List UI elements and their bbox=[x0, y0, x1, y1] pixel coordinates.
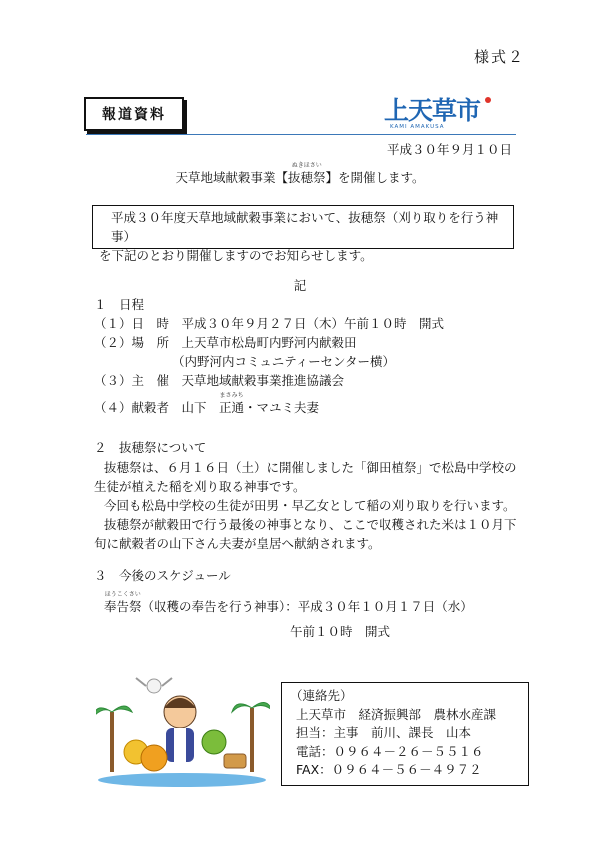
schedule-place: （２）場 所 上天草市松島町内野河内献穀田 bbox=[94, 335, 357, 350]
section2-line-3: 今回も松島中学校の生徒が田男・早乙女として稲の刈り取りを行います。 bbox=[104, 498, 516, 513]
event-ruby: ほうこくさい bbox=[104, 591, 141, 598]
intro-box bbox=[92, 205, 514, 263]
section2-line-1: 抜穂祭は、６月１６日（土）に開催しました「御田植祭」で松島中学校の bbox=[104, 460, 517, 475]
section2-line-2: 生徒が植えた稲を刈り取る神事です。 bbox=[94, 479, 306, 494]
event-name: 奉告祭 bbox=[104, 599, 142, 614]
seaweed-icon bbox=[202, 730, 226, 754]
offerer-name: 正通 bbox=[219, 400, 245, 415]
contact-fax: FAX：０９６４－５６－４９７２ bbox=[296, 762, 482, 777]
form-number: 様式２ bbox=[473, 48, 525, 66]
offerer-ruby: まさみち bbox=[219, 392, 244, 399]
headline-ruby: ぬきほさい bbox=[291, 162, 322, 169]
mascot-illustration bbox=[96, 672, 270, 788]
section2-line-5: 旬に献穀者の山下さん夫妻が皇居へ献納されます。 bbox=[94, 536, 381, 551]
headline bbox=[0, 162, 600, 186]
document-date: 平成３０年９月１０日 bbox=[386, 142, 512, 157]
sea-wave bbox=[98, 773, 266, 787]
event-details: （収穫の奉告を行う神事）：平成３０年１０月１７日（水） bbox=[141, 599, 473, 614]
logo-accent-dot bbox=[485, 97, 491, 103]
headline-emph bbox=[287, 162, 326, 186]
city-logo bbox=[382, 94, 514, 130]
basket-icon bbox=[224, 754, 246, 768]
headline-after: 】を開催します。 bbox=[325, 170, 425, 185]
logo-text: 上天草市 bbox=[384, 96, 481, 125]
headline-before: 天草地域献穀事業【 bbox=[175, 170, 288, 185]
contact-phone: 電話：０９６４－２６－５５１６ bbox=[296, 743, 484, 759]
contact-department: 上天草市 経済振興部 農林水産課 bbox=[296, 706, 497, 722]
schedule-datetime: （１）日 時 平成３０年９月２７日（木）午前１０時 開式 bbox=[94, 316, 445, 331]
offerer-name-wrap bbox=[219, 392, 245, 416]
section2-line-4: 抜穂祭が献穀田で行う最後の神事となり、ここで収穫された米は１０月下 bbox=[104, 517, 517, 532]
schedule-event bbox=[104, 591, 473, 615]
palm-tree-left bbox=[96, 706, 132, 772]
event-time: 午前１０時 開式 bbox=[290, 624, 391, 639]
contact-box bbox=[281, 682, 529, 786]
header-rule bbox=[86, 134, 516, 135]
logo-subtext: KAMI AMAKUSA bbox=[390, 124, 445, 130]
intro-line-2: を下記のとおり開催しますのでお知らせします。 bbox=[99, 248, 373, 263]
schedule-offerer bbox=[94, 392, 320, 416]
offerer-label: （４）献穀者 山下 bbox=[94, 400, 220, 415]
schedule-place-note: （内野河内コミュニティーセンター横） bbox=[172, 354, 396, 369]
section2-heading: ２ 抜穂祭について bbox=[94, 440, 207, 455]
contact-title: （連絡先） bbox=[290, 688, 353, 703]
headline-emph-text: 抜穂祭 bbox=[287, 170, 326, 185]
offerer-rest: ・マユミ夫妻 bbox=[244, 400, 320, 415]
intro-line-1: 平成３０年度天草地域献穀事業において、抜穂祭（刈り取りを行う神事） bbox=[111, 210, 499, 244]
citrus-icon bbox=[141, 745, 167, 771]
section3-heading: ３ 今後のスケジュール bbox=[94, 568, 231, 583]
section1-heading: １ 日程 bbox=[94, 297, 145, 312]
event-name-wrap bbox=[104, 591, 142, 615]
press-release-label: 報道資料 bbox=[84, 97, 184, 131]
bird-icon bbox=[147, 679, 161, 693]
contact-person: 担当：主事 前川、課長 山本 bbox=[296, 725, 472, 740]
ki-heading: 記 bbox=[293, 278, 307, 293]
schedule-host: （３）主 催 天草地域献穀事業推進協議会 bbox=[94, 373, 345, 388]
